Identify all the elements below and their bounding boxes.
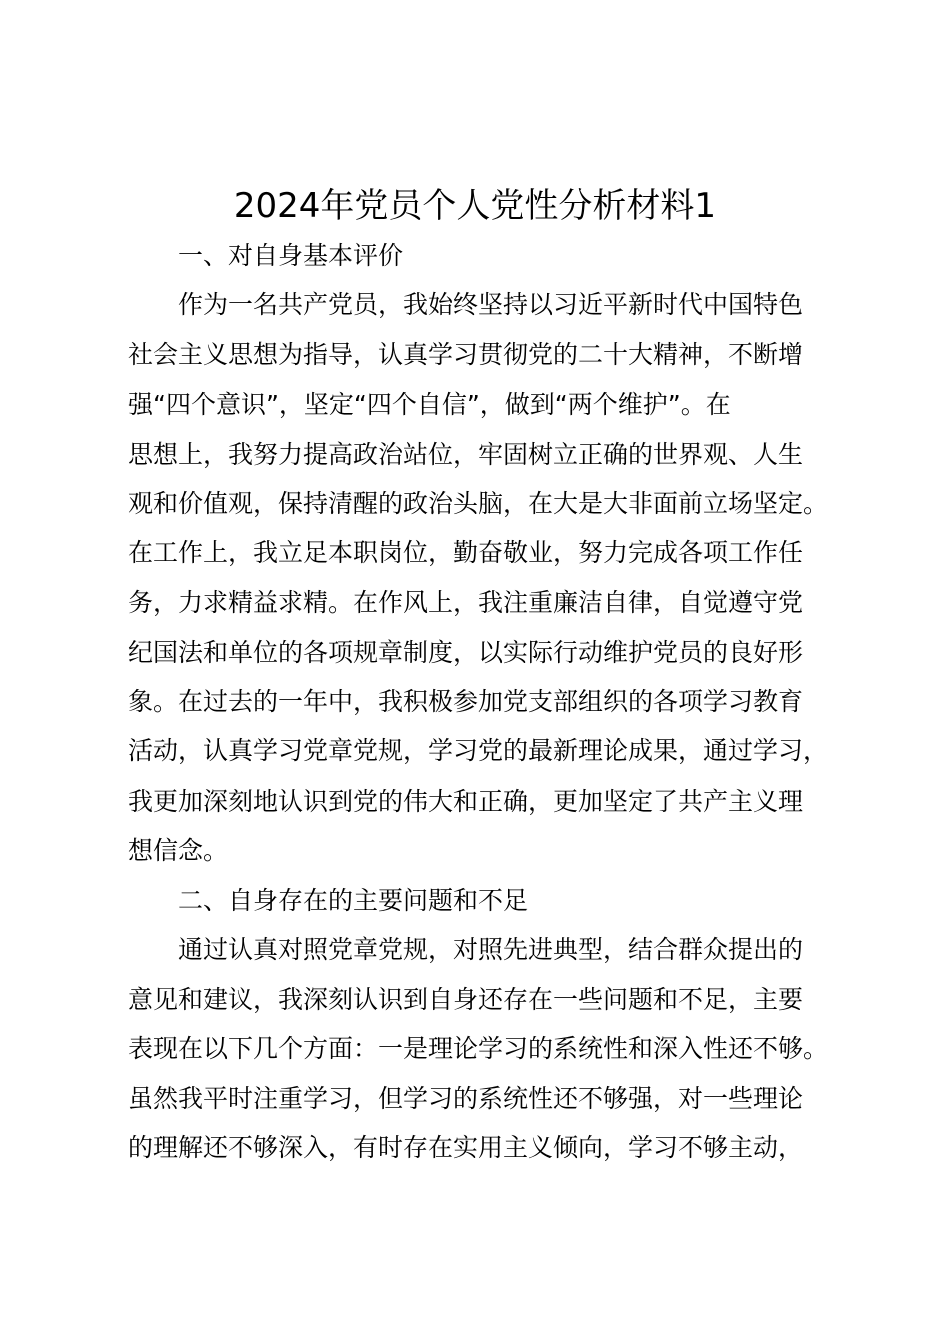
paragraph-line: 社会主义思想为指导，认真学习贯彻党的二十大精神，不断增 <box>128 340 804 369</box>
paragraph-line: 意见和建议，我深刻认识到自身还存在一些问题和不足，主要 <box>128 985 804 1014</box>
paragraph-line: 纪国法和单位的各项规章制度，以实际行动维护党员的良好形 <box>128 638 804 667</box>
paragraph-line: 在工作上，我立足本职岗位，勤奋敬业，努力完成各项工作任 <box>128 538 804 567</box>
paragraph-line: 强“四个意识”，坚定“四个自信”，做到“两个维护”。在 <box>128 390 731 419</box>
paragraph-line: 思想上，我努力提高政治站位，牢固树立正确的世界观、人生 <box>128 440 804 469</box>
paragraph-line: 想信念。 <box>128 836 229 865</box>
document-title: 2024年党员个人党性分析材料1 <box>233 186 717 226</box>
paragraph-line: 务，力求精益求精。在作风上，我注重廉洁自律，自觉遵守党 <box>128 588 804 617</box>
paragraph-line: 通过认真对照党章党规，对照先进典型，结合群众提出的 <box>178 935 804 964</box>
paragraph-line: 虽然我平时注重学习，但学习的系统性还不够强，对一些理论 <box>128 1084 804 1113</box>
paragraph-line: 表现在以下几个方面：一是理论学习的系统性和深入性还不够。 <box>128 1034 829 1063</box>
paragraph-line: 象。在过去的一年中，我积极参加党支部组织的各项学习教育 <box>128 687 804 716</box>
section-heading-1: 一、对自身基本评价 <box>178 241 404 270</box>
paragraph-line: 的理解还不够深入，有时存在实用主义倾向，学习不够主动， <box>128 1133 804 1162</box>
paragraph-line: 观和价值观，保持清醒的政治头脑，在大是大非面前立场坚定。 <box>128 489 829 518</box>
paragraph-line: 活动，认真学习党章党规，学习党的最新理论成果，通过学习， <box>128 736 829 765</box>
section-heading-2: 二、自身存在的主要问题和不足 <box>178 886 529 915</box>
paragraph-line: 我更加深刻地认识到党的伟大和正确，更加坚定了共产主义理 <box>128 787 804 816</box>
paragraph-line: 作为一名共产党员，我始终坚持以习近平新时代中国特色 <box>178 290 804 319</box>
